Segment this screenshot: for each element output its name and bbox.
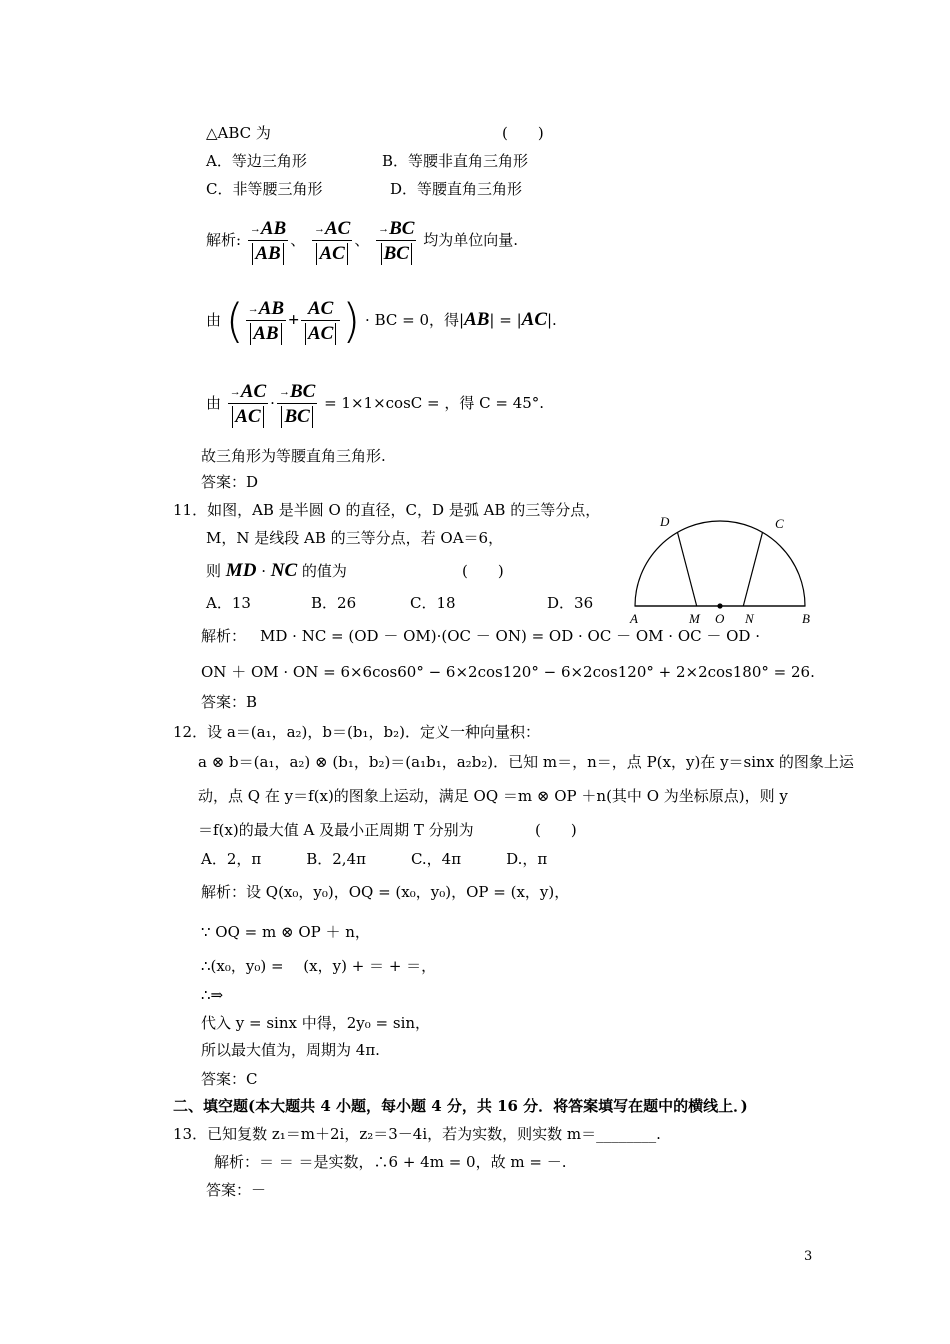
label-m: M: [689, 611, 700, 626]
label-a: A: [630, 611, 638, 626]
q10-solution-line3: 由 $\frac{^\to AC}{AC}$ · $\frac{^\to BC}{BC}$ = 1×1×cosC = ，得 C = 45°.: [206, 380, 545, 427]
q10-option-d: D．等腰直角三角形: [390, 180, 523, 198]
section-heading: 二、填空题(本大题共 4 小题，每小题 4 分，共 16 分．将答案填写在题中的横线上．): [173, 1097, 748, 1115]
q12-line1: 12．设 a＝(a₁，a₂)，b＝(b₁，b₂)．定义一种向量积：: [173, 723, 540, 741]
label-c: C: [775, 516, 784, 531]
q10-stem: △ABC 为: [206, 124, 271, 142]
segment-nc: [743, 532, 762, 606]
q12-solution-line1: 解析：设 Q(x₀，y₀)，OQ = (x₀，y₀)，OP = (x，y)，: [201, 883, 570, 901]
q10-solution-line1: 解析: $\frac{^\to AB}{AB}$ 、 $\frac{^\to AC}{AC}$ 、 $\frac{^\to BC}{BC}$ 均为单位向量.: [206, 217, 519, 264]
unit-vector-ac-3: $\frac{^\to AC}{AC}$: [229, 380, 267, 427]
semicircle-figure: [625, 505, 820, 630]
q12-options: A．2，π B．2,4π C.，4π D.，π: [201, 850, 548, 868]
label-d: D: [660, 514, 670, 529]
unit-vector-ab: $\frac{^\to AB}{AB}$: [249, 217, 287, 264]
unit-vector-ac: $\frac{^\to AC}{AC}$: [313, 217, 351, 264]
q11-answer: 答案：B: [201, 693, 258, 711]
unit-vector-bc: $\frac{^\to BC}{BC}$: [378, 217, 415, 264]
label-o: O: [715, 611, 725, 626]
q12-solution-line4: ∴⇒: [201, 986, 224, 1004]
q11-solution-line2: ON ＋ OM · ON = 6×6cos60° − 6×2cos120° − 6×2cos120° + 2×2cos180° = 26.: [201, 663, 815, 681]
semicircle-arc: [635, 521, 805, 606]
q10-option-c: C．非等腰三角形: [206, 180, 323, 198]
q12-solution-line5: 代入 y = sinx 中得，2y₀ = sin，: [201, 1014, 431, 1032]
q10-option-a: A．等边三角形: [206, 152, 307, 170]
q10-conclusion: 故三角形为等腰直角三角形.: [201, 447, 386, 465]
q12-solution-line6: 所以最大值为，周期为 4π.: [201, 1041, 380, 1059]
q11-option-a: A．13: [206, 594, 251, 612]
q10-solution-line2: 由 ( $\frac{^\to AB}{AB}$ + $\frac{AC}{AC}$ ) · BC = 0，得|AB| = |AC|.: [206, 294, 557, 348]
q12-line4: ＝f(x)的最大值 A 及最小正周期 T 分别为: [198, 821, 474, 839]
q13-solution: 解析：＝ ＝ ＝是实数，∴6 + 4m = 0，故 m = －.: [214, 1153, 567, 1171]
q11-option-d: D．36: [547, 594, 594, 612]
q12-line3: 动，点 Q 在 y＝f(x)的图象上运动，满足 OQ ＝m ⊗ OP ＋n(其中 O 为坐标原点)，则 y: [198, 787, 788, 805]
unit-vector-ab-2: $\frac{^\to AB}{AB}$: [247, 297, 285, 344]
q11-line1: 11．如图，AB 是半圆 O 的直径，C，D 是弧 AB 的三等分点，: [173, 501, 601, 519]
segment-md: [678, 532, 697, 606]
center-point-o: [717, 603, 722, 608]
page-number: 3: [804, 1249, 813, 1264]
q12-solution-line3: ∴(x₀，y₀) = (x，y) + ＝ + ＝，: [201, 957, 437, 975]
q11-paren: ( ): [462, 562, 504, 580]
unit-vector-bc-3: $\frac{^\to BC}{BC}$: [278, 380, 316, 427]
q11-option-c: C．18: [410, 594, 456, 612]
q11-line3: 则 MD · NC 的值为: [206, 560, 347, 581]
q12-line2: a ⊗ b＝(a₁，a₂) ⊗ (b₁，b₂)＝(a₁b₁，a₂b₂)．已知 m＝，n＝，点 P(x，y)在 y＝sinx 的图象上运: [198, 753, 854, 771]
q13-line1: 13．已知复数 z₁＝m＋2i，z₂＝3－4i，若为实数，则实数 m＝________.: [173, 1125, 661, 1143]
q12-solution-line2: ∵ OQ = m ⊗ OP ＋ n，: [201, 923, 370, 941]
solution-label: 解析:: [206, 231, 242, 249]
q11-solution-line1: MD · NC = (OD － OM)·(OC － ON) = OD · OC － OM · OC － OD ·: [260, 627, 760, 645]
q12-answer: 答案：C: [201, 1070, 258, 1088]
q12-paren: ( ): [535, 821, 577, 839]
q10-answer: 答案：D: [201, 473, 259, 491]
label-b: B: [802, 611, 810, 626]
q11-line2: M，N 是线段 AB 的三等分点，若 OA＝6，: [206, 529, 504, 547]
q10-paren: ( ): [502, 124, 544, 142]
q13-answer: 答案：－: [206, 1181, 267, 1199]
label-n: N: [745, 611, 754, 626]
q11-solution-label: 解析：: [201, 627, 247, 645]
unit-vector-ac-2: $\frac{AC}{AC}$: [301, 298, 340, 345]
q10-option-b: B．等腰非直角三角形: [382, 152, 529, 170]
q11-option-b: B．26: [311, 594, 357, 612]
